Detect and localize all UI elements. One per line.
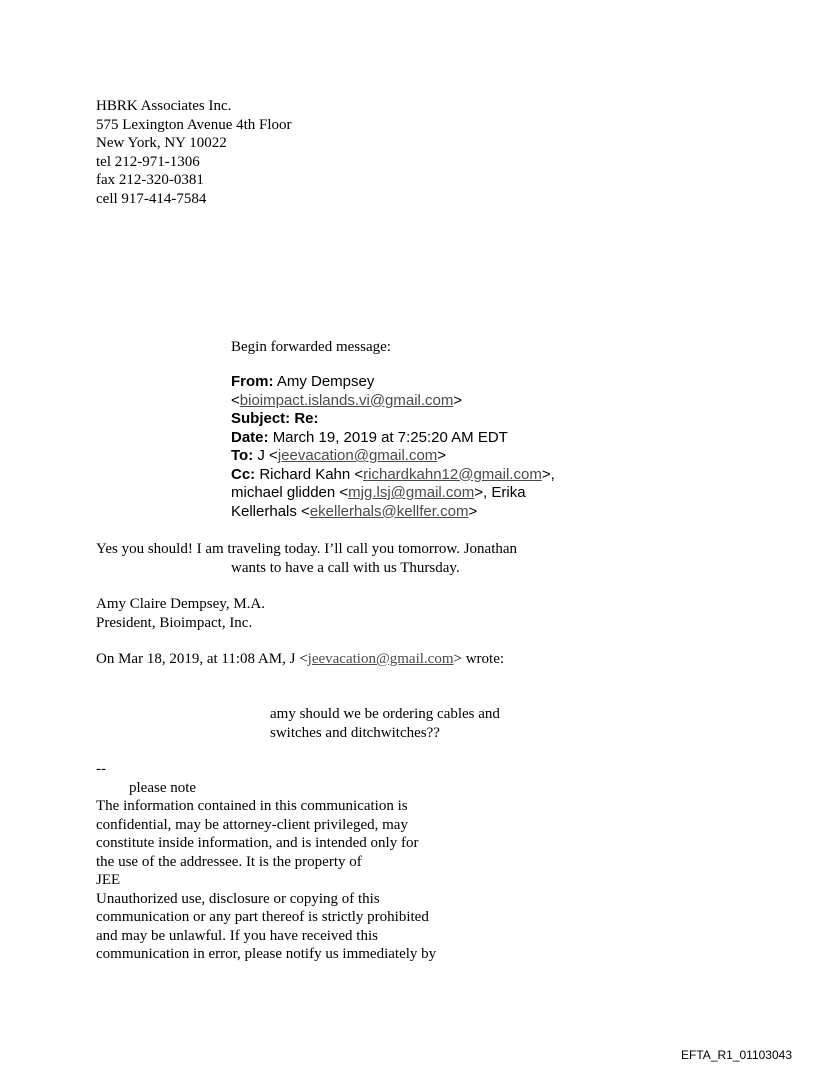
cc-line-3: Kellerhals <ekellerhals@kellfer.com>: [231, 502, 478, 520]
cc-name-last: Kellerhals: [231, 502, 297, 520]
document-id: EFTA_R1_01103043: [681, 1048, 792, 1062]
from-email-line: <bioimpact.islands.vi@gmail.com>: [231, 391, 463, 409]
cc-line-1: Cc: Richard Kahn <richardkahn12@gmail.com>,: [231, 465, 555, 483]
fax: fax 212-320-0381: [96, 172, 204, 188]
to-line: To: J <jeevacation@gmail.com>: [231, 447, 447, 464]
reply-body: [96, 540, 517, 577]
footer-line: confidential, may be attorney-client privileged, may: [96, 816, 408, 833]
confidentiality-footer: [96, 760, 436, 964]
footer-line: JEE: [96, 872, 121, 888]
signature-name: Amy Claire Dempsey, M.A.: [96, 596, 265, 612]
reply-line-2: wants to have a call with us Thursday.: [231, 559, 460, 576]
signature-block: [96, 595, 265, 632]
cc-label: Cc:: [231, 465, 256, 483]
reply-line-1: Yes you should! I am traveling today. I’ll call you tomorrow. Jonathan: [96, 541, 518, 557]
to-name: J: [257, 447, 265, 464]
cc-name: Richard Kahn: [259, 465, 351, 483]
quote-email-link[interactable]: jeevacation@gmail.com: [307, 651, 454, 667]
from-label: From:: [231, 373, 274, 390]
date-value: March 19, 2019 at 7:25:20 AM EDT: [272, 428, 508, 446]
quoted-line-2: switches and ditchwitches??: [270, 724, 440, 741]
quote-prefix: On Mar 18, 2019, at 11:08 AM, J <: [96, 651, 308, 667]
footer-line: Unauthorized use, disclosure or copying of this: [96, 890, 380, 907]
sender-address-block: [96, 97, 292, 208]
footer-line: and may be unlawful. If you have received this: [96, 927, 378, 944]
street-address: 575 Lexington Avenue 4th Floor: [96, 116, 292, 133]
to-email-link[interactable]: jeevacation@gmail.com: [277, 447, 438, 464]
quoted-message: [270, 705, 500, 742]
footer-line: communication in error, please notify us immediately by: [96, 946, 437, 962]
signature-title: President, Bioimpact, Inc.: [96, 614, 253, 631]
telephone: tel 212-971-1306: [96, 153, 200, 170]
forwarded-intro: Begin forwarded message:: [231, 339, 391, 355]
date-line: [231, 429, 555, 448]
from-email-link[interactable]: bioimpact.islands.vi@gmail.com: [239, 391, 454, 409]
cell-phone: cell 917-414-7584: [96, 190, 207, 207]
quote-suffix: > wrote:: [453, 651, 505, 667]
from-name: Amy Dempsey: [276, 373, 375, 390]
quoted-line-1: amy should we be ordering cables and: [270, 706, 500, 722]
cc-email-link[interactable]: mjg.lsj@gmail.com: [348, 484, 475, 501]
cc-email-link[interactable]: ekellerhals@kellfer.com: [309, 502, 469, 520]
cc-email-link[interactable]: richardkahn12@gmail.com: [363, 465, 542, 483]
footer-line: The information contained in this communication is: [96, 798, 408, 814]
footer-line: communication or any part thereof is strictly prohibited: [96, 909, 429, 925]
footer-line: the use of the addressee. It is the property of: [96, 853, 362, 870]
to-label: To:: [231, 447, 254, 464]
cc-line-2: michael glidden <mjg.lsj@gmail.com>, Erika: [231, 484, 526, 501]
company-name: HBRK Associates Inc.: [96, 98, 232, 114]
footer-line: constitute inside information, and is intended only for: [96, 835, 419, 851]
from-line: [231, 373, 555, 392]
quote-attribution: [96, 650, 504, 669]
footer-dashes: --: [96, 761, 106, 777]
footer-note: please note: [129, 779, 197, 796]
cc-name-first: Erika: [491, 484, 526, 501]
forwarded-header: [231, 373, 555, 521]
cc-name: michael glidden: [231, 484, 336, 501]
city-state-zip: New York, NY 10022: [96, 135, 227, 151]
subject-line: Subject: Re:: [231, 410, 319, 427]
date-label: Date:: [231, 428, 269, 446]
